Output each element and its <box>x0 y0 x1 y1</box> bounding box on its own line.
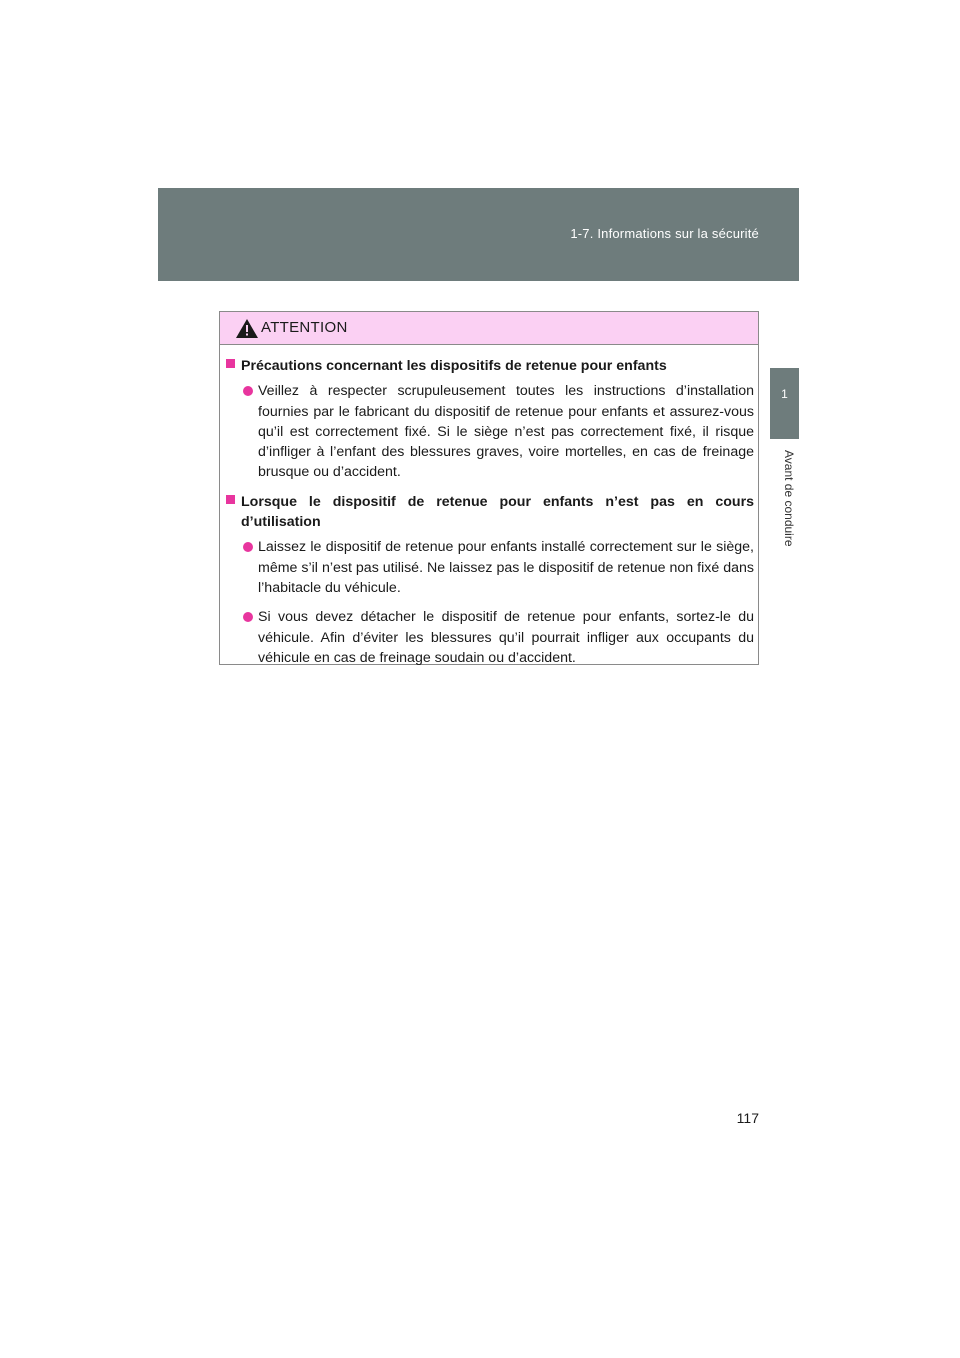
chapter-label: Avant de conduire <box>782 450 796 547</box>
section-title: 1-7. Informations sur la sécurité <box>570 226 759 241</box>
section-heading <box>225 492 754 533</box>
warning-box <box>219 311 759 665</box>
circle-bullet-icon <box>243 612 253 622</box>
section-heading <box>225 356 754 376</box>
list-item-text: Laissez le dispositif de retenue pour enfants installé correctement sur le siège, même s’il n’est pas utilisé. Ne laissez pas le dispositif de retenue non fixé dans l’habitacle du véhicule. <box>258 539 754 596</box>
chapter-number: 1 <box>781 387 788 401</box>
square-bullet-icon <box>226 495 235 504</box>
page-number: 117 <box>736 1110 759 1126</box>
chapter-tab <box>770 368 799 439</box>
section-heading-text: Lorsque le dispositif de retenue pour enfants n’est pas en cours d’utilisation <box>241 493 754 531</box>
warning-body <box>220 345 758 668</box>
warning-title: ATTENTION <box>261 319 348 336</box>
circle-bullet-icon <box>243 386 253 396</box>
square-bullet-icon <box>226 359 235 368</box>
list-item <box>225 537 754 598</box>
warning-header <box>220 312 758 345</box>
list-item-text: Si vous devez détacher le dispositif de retenue pour enfants, sortez-le du véhicule. Afin d’éviter les blessures qu’il pourrait infliger aux occupants du véhicule en cas de freinage soudain ou d’accident. <box>258 609 754 666</box>
header-band <box>158 188 799 281</box>
list-item <box>225 381 754 482</box>
section-heading-text: Précautions concernant les dispositifs de retenue pour enfants <box>241 358 667 374</box>
warning-triangle-icon <box>235 318 259 339</box>
circle-bullet-icon <box>243 542 253 552</box>
list-item <box>225 607 754 668</box>
list-item-text: Veillez à respecter scrupuleusement toutes les instructions d’installation fournies par le fabricant du dispositif de retenue pour enfants et assurez-vous qu’il est correctement fixé. Si le siège n’est pas correctement fixé, il risque d’infliger à l’enfant des blessures graves, voire mortelles, en cas de freinage brusque ou d’accident. <box>258 383 754 481</box>
